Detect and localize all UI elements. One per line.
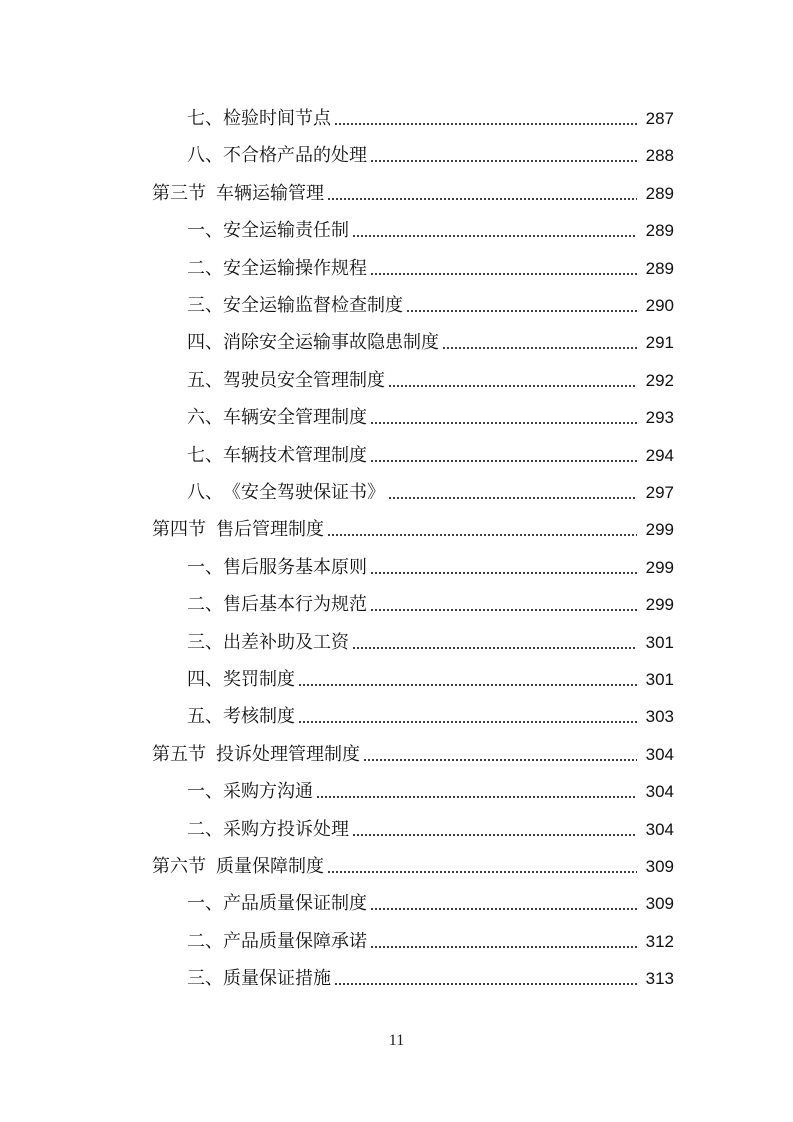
toc-item-entry[interactable] (187, 324, 674, 354)
toc-entry-title: 检验时间节点 (223, 108, 331, 129)
toc-entry-number: 三、 (187, 968, 223, 990)
toc-dot-leader (370, 571, 637, 575)
toc-section-entry[interactable] (152, 848, 674, 878)
toc-entry-number: 五、 (187, 369, 223, 391)
toc-entry-number: 二、 (187, 930, 223, 952)
toc-dot-leader (370, 945, 637, 949)
toc-entry-title: 产品质量保证制度 (223, 893, 367, 915)
toc-entry-number: 第六节 (152, 856, 206, 877)
toc-entry-page: 299 (645, 557, 674, 577)
toc-dot-leader (352, 646, 637, 650)
toc-section-entry[interactable] (152, 736, 674, 766)
toc-entry-title: 奖罚制度 (223, 669, 295, 690)
toc-dot-leader (327, 870, 637, 874)
toc-item-entry[interactable] (187, 362, 674, 392)
toc-dot-leader (442, 346, 637, 350)
toc-dot-leader (370, 459, 637, 463)
toc-item-entry[interactable] (187, 287, 674, 317)
toc-entry-title: 售后服务基本原则 (223, 556, 367, 578)
toc-dot-leader (370, 907, 637, 911)
toc-entry-number: 二、 (187, 257, 223, 279)
toc-entry-title: 不合格产品的处理 (223, 145, 367, 167)
toc-entry-number: 六、 (187, 407, 223, 429)
toc-entry-title: 质量保障制度 (216, 856, 324, 877)
toc-entry-page: 290 (645, 296, 674, 315)
toc-item-entry[interactable] (187, 773, 674, 803)
toc-entry-title: 《安全驾驶保证书》 (223, 482, 385, 503)
toc-dot-leader (370, 159, 637, 163)
toc-dot-leader (388, 384, 637, 388)
toc-entry-number: 三、 (187, 631, 223, 653)
toc-entry-title: 产品质量保障承诺 (223, 930, 367, 952)
toc-item-entry[interactable] (187, 586, 674, 616)
toc-dot-leader (370, 608, 637, 612)
toc-entry-number: 第四节 (152, 519, 206, 541)
toc-entry-title: 投诉处理管理制度 (216, 743, 360, 765)
toc-entry-title: 考核制度 (223, 706, 295, 728)
toc-entry-title: 采购方投诉处理 (223, 818, 349, 840)
toc-entry-page: 289 (645, 258, 674, 278)
toc-entry-title: 安全运输操作规程 (223, 257, 367, 279)
toc-entry-title: 出差补助及工资 (223, 631, 349, 653)
toc-entry-page: 294 (645, 445, 674, 465)
toc-item-entry[interactable] (187, 212, 674, 242)
toc-entry-number: 二、 (187, 818, 223, 840)
toc-entry-number: 八、 (187, 482, 223, 503)
toc-item-entry[interactable] (187, 437, 674, 467)
toc-entry-number: 四、 (187, 332, 223, 354)
toc-dot-leader (370, 421, 637, 425)
toc-entry-number: 三、 (187, 295, 223, 316)
toc-entry-page: 304 (645, 819, 674, 839)
toc-entry-title: 安全运输责任制 (223, 220, 349, 242)
toc-entry-title: 车辆运输管理 (216, 182, 324, 204)
toc-item-entry[interactable] (187, 661, 674, 691)
toc-entry-title: 质量保证措施 (223, 968, 331, 990)
toc-item-entry[interactable] (187, 811, 674, 841)
toc-entry-number: 七、 (187, 444, 223, 466)
toc-entry-title: 车辆安全管理制度 (223, 407, 367, 429)
toc-dot-leader (352, 234, 637, 238)
toc-section-entry[interactable] (152, 175, 674, 205)
toc-entry-title: 安全运输监督检查制度 (223, 295, 403, 316)
toc-item-entry[interactable] (187, 474, 674, 504)
toc-entry-title: 采购方沟通 (223, 781, 313, 803)
toc-entry-page: 292 (645, 370, 674, 390)
toc-entry-page: 303 (645, 707, 674, 727)
toc-item-entry[interactable] (187, 960, 674, 990)
toc-entry-page: 293 (645, 408, 674, 428)
toc-entry-number: 四、 (187, 669, 223, 690)
toc-item-entry[interactable] (187, 250, 674, 280)
toc-dot-leader (363, 758, 637, 762)
toc-item-entry[interactable] (187, 624, 674, 654)
toc-dot-leader (388, 496, 637, 500)
toc-entry-number: 一、 (187, 220, 223, 242)
toc-entry-number: 八、 (187, 145, 223, 167)
toc-entry-title: 车辆技术管理制度 (223, 444, 367, 466)
toc-entry-page: 299 (645, 520, 674, 540)
toc-entry-number: 第五节 (152, 743, 206, 765)
toc-entry-number: 二、 (187, 594, 223, 616)
toc-entry-page: 304 (645, 744, 674, 764)
toc-dot-leader (352, 833, 637, 837)
toc-entry-page: 289 (645, 221, 674, 241)
toc-dot-leader (298, 683, 637, 687)
toc-item-entry[interactable] (187, 923, 674, 953)
toc-entry-number: 一、 (187, 893, 223, 915)
toc-dot-leader (334, 982, 637, 986)
toc-entry-page: 301 (645, 670, 674, 689)
toc-dot-leader (298, 720, 637, 724)
toc-entry-page: 299 (645, 595, 674, 615)
page-number: 11 (388, 1032, 405, 1049)
toc-entry-number: 第三节 (152, 182, 206, 204)
toc-item-entry[interactable] (187, 100, 674, 130)
toc-entry-number: 七、 (187, 108, 223, 129)
toc-dot-leader (327, 197, 637, 201)
toc-dot-leader (334, 122, 637, 126)
toc-entry-title: 消除安全运输事故隐患制度 (223, 332, 439, 354)
toc-item-entry[interactable] (187, 137, 674, 167)
toc-entry-number: 一、 (187, 781, 223, 803)
toc-entry-title: 售后管理制度 (216, 519, 324, 541)
toc-entry-page: 312 (645, 931, 674, 951)
toc-dot-leader (370, 272, 637, 276)
toc-entry-page: 309 (645, 894, 674, 914)
toc-entry-title: 售后基本行为规范 (223, 594, 367, 616)
toc-item-entry[interactable] (187, 399, 674, 429)
toc-item-entry[interactable] (187, 698, 674, 728)
toc-entry-page: 301 (645, 632, 674, 652)
toc-entry-page: 291 (645, 333, 674, 353)
toc-entry-page: 297 (645, 483, 674, 502)
toc-entry-page: 304 (645, 782, 674, 802)
toc-entry-page: 288 (645, 146, 674, 166)
toc-entry-page: 309 (645, 857, 674, 876)
toc-entry-title: 驾驶员安全管理制度 (223, 369, 385, 391)
toc-item-entry[interactable] (187, 885, 674, 915)
toc-item-entry[interactable] (187, 549, 674, 579)
toc-section-entry[interactable] (152, 511, 674, 541)
toc-entry-page: 287 (645, 109, 674, 128)
toc-entry-number: 五、 (187, 706, 223, 728)
toc-entry-number: 一、 (187, 556, 223, 578)
toc-dot-leader (327, 533, 637, 537)
toc-entry-page: 289 (645, 183, 674, 203)
toc-entry-page: 313 (645, 969, 674, 989)
toc-dot-leader (316, 795, 637, 799)
toc-dot-leader (406, 309, 637, 313)
